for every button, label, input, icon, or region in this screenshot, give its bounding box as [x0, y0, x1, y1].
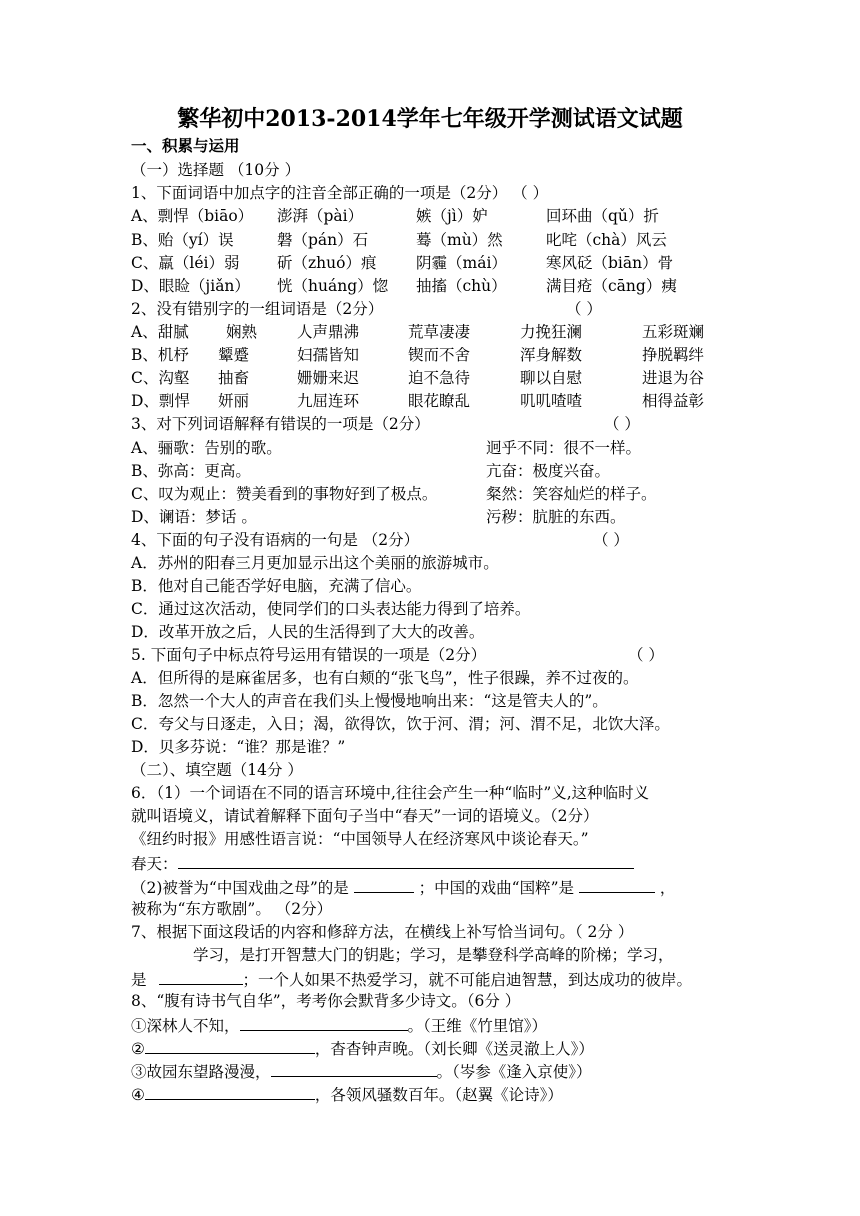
q8-poem-line-2: [131, 1037, 594, 1059]
q8-l2-text-b: ，杳杳钟声晚。（刘长卿《送灵澈上人》）: [314, 1040, 594, 1058]
q2-b-3: 妇孺皆知: [297, 346, 360, 364]
q2-b-2: 颦蹙: [218, 346, 250, 364]
q5-option-c: C．夸父与日逐走，入日；渴，欲得饮，饮于河、渭；河、渭不足，北饮大泽。: [131, 715, 670, 733]
q4-option-d: D．改革开放之后，人民的生活得到了大大的改善。: [131, 623, 485, 641]
q4-option-b: B．他对自己能否学好电脑，充满了信心。: [131, 577, 422, 595]
q8-l4-text-b: ，各领风骚数百年。（赵翼《论诗》）: [314, 1086, 563, 1104]
q2-a-4: 荒草凄凄: [408, 323, 471, 341]
q8-blank-2[interactable]: [145, 1037, 315, 1054]
q6-p2-text-c: ，: [659, 879, 676, 897]
q3-d-right: 污秽：肮脏的东西。: [486, 508, 626, 526]
question-4-answer-paren: （ ）: [593, 531, 629, 549]
q7-blank[interactable]: [159, 968, 243, 985]
q8-l3-text-a: ③故园东望路漫漫，: [131, 1063, 271, 1081]
q6-blank-opera-mother[interactable]: [354, 876, 414, 893]
q2-a-1: A、甜腻: [131, 323, 189, 341]
q2-d-3: 九屈连环: [297, 392, 360, 410]
q2-b-6: 挣脱羁绊: [642, 346, 705, 364]
q3-b-left: B、弥高：更高。: [131, 462, 251, 480]
question-3-stem: 3、对下列词语解释有错误的一项是（2分）: [131, 415, 430, 433]
q3-c-right: 粲然：笑容灿烂的样子。: [486, 485, 657, 503]
q1-option-a-4: 回环曲（qǔ）折: [546, 207, 659, 225]
section-heading-accumulation: 一、积累与运用: [131, 136, 240, 155]
q1-option-d-2: 恍（huáng）惚: [277, 277, 389, 295]
q1-option-c-1: C、羸（léi）弱: [131, 254, 240, 272]
question-6-part-2: [131, 876, 675, 898]
q3-d-left: D、谰语：梦话 。: [131, 508, 257, 526]
q7-text-b: ；一个人如果不热爱学习，就不可能启迪智慧，到达成功的彼岸。: [242, 971, 693, 989]
question-6-line-2: 就叫语境义，请试着解释下面句子当中“春天”一词的语境义。（2分）: [131, 807, 599, 825]
question-5-answer-paren: （ ）: [628, 646, 664, 664]
q6-answer-label: 春天：: [131, 855, 178, 873]
q1-option-d-1: D、眼睑（jiǎn）: [131, 277, 250, 295]
q2-a-6: 五彩斑斓: [642, 323, 705, 341]
q3-a-left: A、骊歌：告别的歌。: [131, 439, 282, 457]
q8-l4-text-a: ④: [131, 1086, 145, 1104]
question-1-stem: 1、下面词语中加点字的注音全部正确的一项是（2分） （ ）: [131, 184, 549, 202]
question-6-answer-line: [131, 852, 634, 874]
q2-a-5: 力挽狂澜: [520, 323, 583, 341]
q6-p2-text-b: ；中国的戏曲“国粹”是: [418, 879, 574, 897]
q2-d-2: 妍丽: [218, 392, 250, 410]
q6-blank-opera-essence[interactable]: [579, 876, 655, 893]
q6-p2-text-a: （2)被誉为“中国戏曲之母”的是: [131, 879, 349, 897]
q2-d-5: 叽叽喳喳: [520, 392, 583, 410]
q3-b-right: 亢奋：极度兴奋。: [486, 462, 611, 480]
q7-text-a: 是: [131, 971, 147, 989]
q2-b-4: 锲而不舍: [408, 346, 471, 364]
q1-option-d-3: 抽搐（chù）: [416, 277, 507, 295]
q1-option-c-2: 斫（zhuó）痕: [277, 254, 377, 272]
q1-option-b-1: B、贻（yí）误: [131, 231, 234, 249]
q2-b-5: 浑身解数: [520, 346, 583, 364]
q2-c-2: 抽畜: [218, 369, 250, 387]
q2-c-6: 进退为谷: [642, 369, 705, 387]
q1-option-c-3: 阴霾（mái）: [416, 254, 507, 272]
q2-c-1: C、沟壑: [131, 369, 190, 387]
question-6-part-2-line-2: 被称为“东方歌剧”。 （2分）: [131, 900, 333, 918]
question-4-stem: 4、下面的句子没有语病的一句是 （2分）: [131, 531, 420, 549]
q1-option-a-3: 嫉（jì）妒: [416, 207, 488, 225]
q2-b-1: B、机杼: [131, 346, 189, 364]
q2-d-6: 相得益彰: [642, 392, 705, 410]
q8-poem-line-3: [131, 1060, 592, 1082]
q2-c-5: 聊以自慰: [520, 369, 583, 387]
q1-option-d-4: 满目疮（cāng）痍: [546, 277, 677, 295]
question-2-stem: 2、没有错别字的一组词语是（2分）: [131, 300, 384, 318]
question-5-stem: 5. 下面句子中标点符号运用有错误的一项是（2分）: [131, 646, 487, 664]
q5-option-b: B．忽然一个大人的声音在我们头上慢慢地响出来：“这是管夫人的”。: [131, 692, 608, 710]
q1-option-b-3: 蓦（mù）然: [416, 231, 503, 249]
question-2-answer-paren: （ ）: [566, 300, 602, 318]
question-3-answer-paren: （ ）: [604, 415, 640, 433]
q8-blank-3[interactable]: [271, 1060, 437, 1077]
q1-option-a-1: A、剽悍（biāo）: [131, 207, 254, 225]
question-6-quote: 《纽约时报》用感性语言说：“中国领导人在经济寒风中谈论春天。”: [131, 830, 589, 848]
q4-option-c: C．通过这次活动，使同学们的口头表达能力得到了培养。: [131, 600, 531, 618]
q5-option-a: A．但所得的是麻雀居多，也有白颊的“张飞鸟”，性子很躁，养不过夜的。: [131, 669, 639, 687]
q8-l2-text-a: ②: [131, 1040, 145, 1058]
question-7-passage-line-2: [131, 968, 692, 990]
q3-c-left: C、叹为观止：赞美看到的事物好到了极点。: [131, 485, 438, 503]
q8-blank-1[interactable]: [240, 1014, 408, 1031]
q5-option-d: D．贝多芬说：“谁？那是谁？”: [131, 738, 346, 756]
q3-a-right: 迥乎不同：很不一样。: [486, 439, 642, 457]
q1-option-b-4: 叱咤（chà）风云: [546, 231, 667, 249]
q2-a-2: 娴熟: [226, 323, 258, 341]
q6-answer-blank[interactable]: [178, 852, 634, 869]
q8-poem-line-1: [131, 1014, 547, 1036]
q2-d-4: 眼花瞭乱: [408, 392, 471, 410]
q1-option-b-2: 磐（pán）石: [277, 231, 369, 249]
question-8-stem: 8、“腹有诗书气自华”，考考你会默背多少诗文。（6分 ）: [131, 992, 521, 1010]
q2-c-4: 迫不急待: [408, 369, 471, 387]
q1-option-a-2: 澎湃（pài）: [277, 207, 364, 225]
q2-c-3: 姗姗来迟: [297, 369, 360, 387]
subsection-heading-choice: （一）选择题 （10分 ）: [131, 161, 301, 179]
q2-d-1: D、剽悍: [131, 392, 190, 410]
question-7-passage-line-1: 学习，是打开智慧大门的钥匙；学习，是攀登科学高峰的阶梯；学习，: [193, 946, 674, 964]
question-7-stem: 7、根据下面这段话的内容和修辞方法，在横线上补写恰当词句。（ 2分 ）: [131, 923, 634, 941]
question-6-line-1: 6．（1）一个词语在不同的语言环境中,往往会产生一种“临时”义,这种临时义: [131, 784, 650, 802]
q8-poem-line-4: [131, 1083, 563, 1105]
q1-option-c-4: 寒风砭（biān）骨: [546, 254, 674, 272]
q8-l3-text-b: 。（岑参《逢入京使》）: [436, 1063, 592, 1081]
subsection-heading-fill: （二）、填空题（14分 ）: [131, 761, 303, 779]
q8-l1-text-b: 。（王维《竹里馆》）: [407, 1017, 548, 1035]
q4-option-a: A．苏州的阳春三月更加显示出这个美丽的旅游城市。: [131, 554, 499, 572]
q8-l1-text-a: ①深林人不知，: [131, 1017, 240, 1035]
exam-title: 繁华初中2013-2014学年七年级开学测试语文试题: [177, 106, 683, 132]
q2-a-3: 人声鼎沸: [297, 323, 360, 341]
q8-blank-4[interactable]: [145, 1083, 315, 1100]
